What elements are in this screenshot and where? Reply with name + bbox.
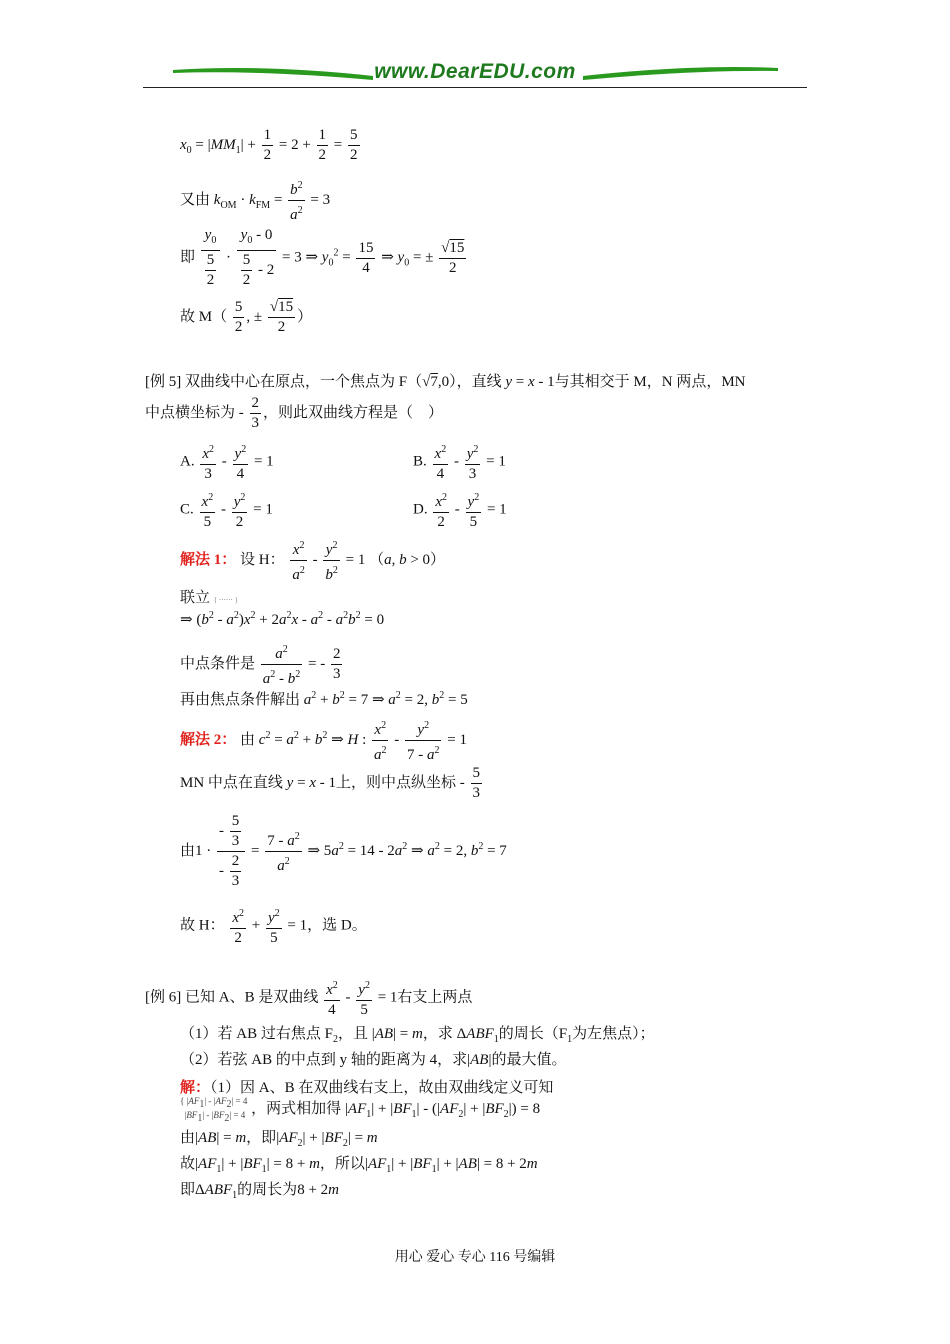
eq-point-m: 故 M（ $\frac{5}{2}$ , ± $\frac{√15}{2}$ ） bbox=[180, 299, 313, 335]
sol1-text: 设 H： bbox=[240, 551, 285, 568]
header-rule bbox=[143, 87, 807, 88]
gu-h-end: ，选 D。 bbox=[307, 917, 367, 934]
eq-y0: 即 $\frac{y_0}{\frac{5}{2}}$ · $y_0 - 0$ $\frac{5}{2}$ - 2 = 3 ⇒ $y_0^2$ = $\frac{15}{4}$ ⇒ $y_0$ = ± $\frac{√15}{2}$ bbox=[180, 227, 465, 288]
ex6-q1: （1）若 AB 过右焦点 $F_2$，且 |AB| = m，求 $\Delta ABF_1$的周长（$F_1$为左焦点）； bbox=[180, 1026, 655, 1045]
opt-b-label: B. bbox=[413, 453, 427, 470]
system-small: { $|AF_1| - |AF_2| = 4$ $|BF_1| - |BF_2| = 4$ bbox=[180, 1096, 248, 1124]
system-blurred: { ⋯⋯ } bbox=[213, 596, 238, 604]
ex5-answer: 故 H： $\frac{x^2}{2}$ + $\frac{y^2}{5}$ = 1，选 D。 bbox=[180, 904, 367, 948]
ex6-q2b: 的最大值。 bbox=[491, 1052, 567, 1068]
ex6-line1: [例 6] 已知 A、B 是双曲线 $\frac{x^2}{4}$ - $\frac{y^2}{5}$ = 1右支上两点 bbox=[145, 976, 472, 1020]
eq-quadratic: ⇒ $(b^2 - a^2)x^2 + 2a^2x - a^2 - a^2b^2 = 0$ bbox=[180, 610, 385, 628]
lianli-text: 联立 bbox=[180, 590, 211, 606]
sol2-text: 由 bbox=[240, 731, 256, 748]
ex6-system: { $|AF_1| - |AF_2| = 4$ $|BF_1| - |BF_2| = 4$ ，两式相加得 $|AF_1| + |BF_1| - (|AF_2| + |BF_2|) = 8$ bbox=[180, 1096, 541, 1124]
eq-focuscond: 再由焦点条件解出 $a^2 + b^2 = 7$ ⇒ $a^2 = 2$, $b^2 = 5$ bbox=[180, 690, 468, 708]
ex6-q1c: ，求 bbox=[422, 1026, 453, 1042]
gu-h-text: 故 H： bbox=[180, 917, 225, 934]
ex6-perim: 的周长为 bbox=[237, 1182, 298, 1198]
ex6-q2a: （2）若弦 AB 的中点到 y 轴的距离为 4，求 bbox=[180, 1052, 468, 1068]
ex5-text1: 双曲线中心在原点，一个焦点为 F（ bbox=[185, 374, 423, 390]
ex6-perimeter: 即$\Delta ABF_1$的周长为8 + 2m bbox=[180, 1182, 339, 1201]
eq-x0: $x_0 = |MM_1|$ + $\frac{1}{2}$ = 2 + $\frac{1}{2}$ = $\frac{5}{2}$ bbox=[180, 127, 358, 163]
ex5-option-b: B. $\frac{x^2}{4}$ - $\frac{y^2}{3}$ = 1 bbox=[413, 440, 506, 484]
header-logo bbox=[143, 58, 807, 90]
you-text: 由 bbox=[180, 842, 196, 859]
ex5-label: [例 5] bbox=[145, 374, 182, 390]
ex5-mn-mid: MN 中点在直线 y = x - 1上，则中点纵坐标 - $\frac{5}{3}$ bbox=[180, 765, 480, 801]
opt-a-label: A. bbox=[180, 453, 195, 470]
eq-solve-a: 由1 · - $\frac{5}{3}$ - $\frac{2}{3}$ = $\frac{7 - a^2}{a^2}$ ⇒ $5a^2 = 14 - 2a^2$ ⇒ $a^2 = 2$, $b^2 = 7$ bbox=[180, 813, 507, 889]
ex6-q1d: 的周长（F bbox=[498, 1026, 568, 1042]
ex6-sol bbox=[180, 1076, 553, 1097]
opt-d-label: D. bbox=[413, 501, 428, 518]
text-you-you: 又由 bbox=[180, 191, 211, 208]
sol1-label: 解法 1： bbox=[180, 551, 237, 568]
eq-slopes: 又由 $k_{OM} \cdot k_{FM}$ = $\frac{b^2}{a^2}$ = 3 bbox=[180, 176, 330, 225]
ex5-line1: [例 5] 双曲线中心在原点，一个焦点为 F（√7,0），直线 y = x - 1与其相交于 M，N 两点，MN bbox=[145, 374, 746, 390]
ex5-text1c: 与其相交于 M，N 两点，MN bbox=[554, 374, 746, 390]
ex6-gu: 故 bbox=[180, 1156, 196, 1172]
ex6-suoyi: ，所以 bbox=[319, 1156, 365, 1172]
ex6-q1a: （1）若 AB 过右焦点 F bbox=[180, 1026, 333, 1042]
ex5-option-c: C. $\frac{x^2}{5}$ - $\frac{y^2}{2}$ = 1 bbox=[180, 488, 273, 532]
mn-text2: 上，则中点纵坐标 bbox=[335, 774, 456, 791]
opt-c-label: C. bbox=[180, 501, 194, 518]
eq-midcond: 中点条件是 $\frac{a^2}{a^2 - b^2}$ = - $\frac{2}{3}$ bbox=[180, 640, 344, 689]
midcond-text: 中点条件是 bbox=[180, 655, 256, 672]
ex5-sol2: 解法 2： 由 $c^2 = a^2 + b^2$ ⇒ H : $\frac{x^2}{a^2}$ - $\frac{y^2}{7 - a^2}$ = 1 bbox=[180, 716, 467, 765]
ex5-lianli bbox=[180, 586, 238, 607]
ex5-line2: 中点横坐标为 - $\frac{2}{3}$ ，则此双曲线方程是（ ） bbox=[145, 395, 444, 431]
ex6-add-text: ，两式相加得 bbox=[251, 1101, 342, 1118]
ex6-label: [例 6] bbox=[145, 989, 182, 1006]
text-gu-m: 故 M bbox=[180, 308, 213, 325]
ex6-q1b: ，且 bbox=[337, 1026, 368, 1042]
logo-text: www.DearEDU.com bbox=[374, 60, 576, 83]
footer: 用心 爱心 专心 116 号编辑 bbox=[394, 1250, 556, 1265]
ex6-eq-you: 由|AB| = m，即$|AF_2| + |BF_2| = m$ bbox=[180, 1130, 378, 1149]
ex5-text2b: ，则此双曲线方程是（ ） bbox=[263, 404, 444, 421]
text-ji: 即 bbox=[180, 249, 196, 266]
focuscond-text: 再由焦点条件解出 bbox=[180, 692, 301, 708]
ex6-eq-gu: 故$|AF_1| + |BF_1| = 8 + m$，所以$|AF_1| + |BF_1| + |AB| = 8 + 2m$ bbox=[180, 1156, 538, 1175]
ex6-you: 由 bbox=[180, 1130, 196, 1146]
ex6-text1: 已知 A、B 是双曲线 bbox=[185, 989, 319, 1006]
mn-text1: MN 中点在直线 bbox=[180, 774, 283, 791]
ex6-text1b: 右支上两点 bbox=[397, 989, 473, 1006]
ex5-option-d: D. $\frac{x^2}{2}$ - $\frac{y^2}{5}$ = 1 bbox=[413, 488, 507, 532]
ex6-sol-label: 解： bbox=[180, 1080, 211, 1096]
ex5-text2: 中点横坐标为 bbox=[145, 404, 236, 421]
ex6-ji2: 即 bbox=[180, 1182, 196, 1198]
ex6-ji: ，即 bbox=[246, 1130, 277, 1146]
ex5-sol1: 解法 1： 设 H： $\frac{x^2}{a^2}$ - $\frac{y^2}{b^2}$ = 1 （a, b > 0） bbox=[180, 536, 445, 585]
ex6-q1e: 为左焦点）； bbox=[572, 1026, 655, 1042]
ex6-q2: （2）若弦 AB 的中点到 y 轴的距离为 4，求|AB|的最大值。 bbox=[180, 1052, 567, 1068]
ex5-option-a: A. $\frac{x^2}{3}$ - $\frac{y^2}{4}$ = 1 bbox=[180, 440, 274, 484]
ex6-sol-text: （1）因 A、B 在双曲线右支上，故由双曲线定义可知 bbox=[210, 1080, 554, 1096]
ex5-text1b: ），直线 bbox=[449, 374, 502, 390]
sol2-label: 解法 2： bbox=[180, 731, 237, 748]
